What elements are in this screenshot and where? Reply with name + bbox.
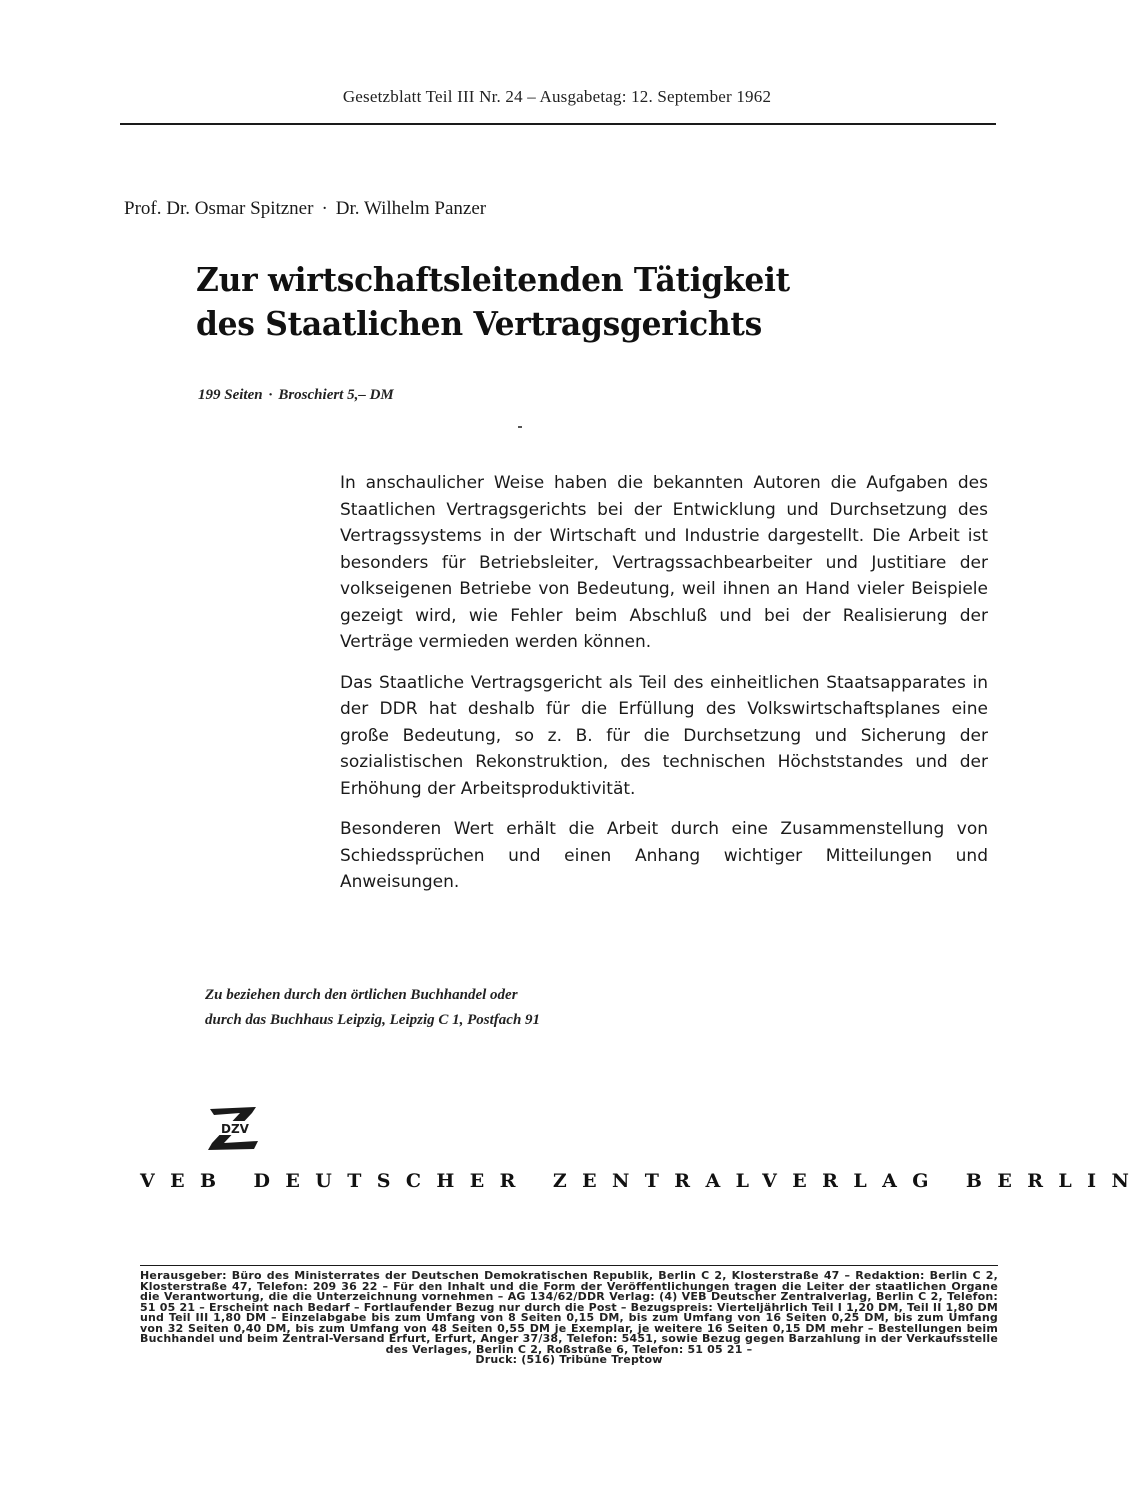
imprint-printer: Druck: (516) Tribüne Treptow bbox=[475, 1353, 663, 1366]
imprint bbox=[140, 1271, 998, 1366]
book-description bbox=[340, 470, 988, 910]
book-title-line-2: des Staatlichen Vertragsgerichts bbox=[196, 304, 762, 343]
description-paragraph-2: Das Staatliche Vertragsgericht als Teil des einheitlichen Staatsapparates in der DDR hat deshalb für die Erfüllung des Volkswirtschaftsplanes eine große Bedeutung, so z. B. für die Durchsetzung und Sicherung der sozialistischen Rekonstruktion, des technischen Höchststandes und der Erhöhung der Arbeitsproduktivität. bbox=[340, 672, 988, 799]
book-price: Broschiert 5,– DM bbox=[278, 387, 394, 403]
author-1: Prof. Dr. Osmar Spitzner bbox=[124, 198, 314, 219]
book-title-line-1: Zur wirtschaftsleitenden Tätigkeit bbox=[196, 260, 790, 299]
author-separator: · bbox=[321, 198, 328, 219]
book-pages: 199 Seiten bbox=[198, 387, 263, 403]
book-meta bbox=[198, 387, 394, 404]
description-paragraph-3: Besonderen Wert erhält die Arbeit durch eine Zusammenstellung von Schiedssprüchen und einen Anhang wichtiger Mitteilungen und Anweisungen. bbox=[340, 819, 988, 892]
meta-separator: · bbox=[268, 387, 273, 403]
logo-letters: DZV bbox=[221, 1122, 249, 1136]
running-head: Gesetzblatt Teil III Nr. 24 – Ausgabetag: 12. September 1962 bbox=[342, 87, 772, 106]
description-paragraph-1: In anschaulicher Weise haben die bekannten Autoren die Aufgaben des Staatlichen Vertragsgerichts bei der Entwicklung und Durchsetzung des Vertragssystems in der Wirtschaft und Industrie dargestellt. Die Arbeit ist besonders für Betriebsleiter, Vertragssachbearbeiter und Justitiare der volkseigenen Betriebe von Bedeutung, weil ihnen an Hand vieler Beispiele gezeigt wird, wie Fehler beim Abschluß und bei der Realisierung der Verträge vermieden werden können. bbox=[340, 473, 988, 652]
book-authors bbox=[124, 198, 486, 220]
book-title bbox=[196, 258, 804, 346]
imprint-rule bbox=[140, 1265, 998, 1266]
order-info-line-1: Zu beziehen durch den örtlichen Buchhandel oder bbox=[205, 987, 518, 1003]
order-info-line-2: durch das Buchhaus Leipzig, Leipzig C 1, Postfach 91 bbox=[205, 1012, 541, 1028]
header-rule bbox=[120, 123, 996, 125]
publisher-logo-icon bbox=[204, 1103, 264, 1153]
author-2: Dr. Wilhelm Panzer bbox=[335, 198, 487, 219]
publisher-name: VEB DEUTSCHER ZENTRALVERLAG BERLIN bbox=[140, 1170, 1144, 1192]
imprint-text: Herausgeber: Büro des Ministerrates der Deutschen Demokratischen Republik, Berlin C 2, Klosterstraße 47 – Redaktion: Berlin C 2, Klosterstraße 47, Telefon: 209 36 22 – Für den Inhalt und die Form der Veröffentlichungen tragen die Leiter der staatlichen Organe die Verantwortung, die die Unterzeichnung vornehmen – AG 134/62/DDR Verlag: (4) VEB Deutscher Zentralverlag, Berlin C 2, Telefon: 51 05 21 – Erscheint nach Bedarf – Fortlaufender Bezug nur durch die Post – Bezugspreis: Vierteljährlich Teil I 1,20 DM, Teil II 1,80 DM und Teil III 1,80 DM – Einzelabgabe bis zum Umfang von 8 Seiten 0,15 DM, bis zum Umfang von 16 Seiten 0,25 DM, bis zum Umfang von 32 Seiten 0,40 DM, bis zum Umfang von 48 Seiten 0,55 DM je Exemplar, je weitere 16 Seiten 0,15 DM mehr – Bestellungen beim Buchhandel und beim Zentral-Versand Erfurt, Erfurt, Anger 37/38, Telefon: 5451, sowie Bezug gegen Barzahlung in der Verkaufsstelle des Verlages, Berlin C 2, Roßstraße 6, Telefon: 51 05 21 – bbox=[140, 1269, 998, 1356]
print-speck bbox=[518, 426, 522, 428]
order-info bbox=[205, 983, 540, 1033]
